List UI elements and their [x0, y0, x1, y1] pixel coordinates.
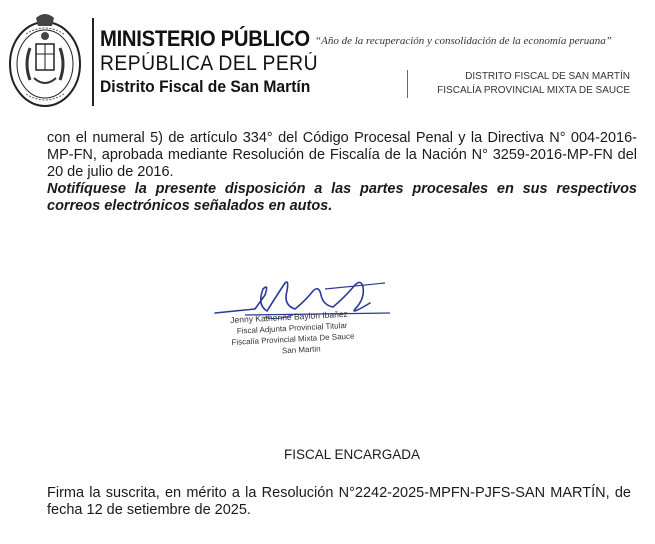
fiscal-title: FISCAL ENCARGADA	[284, 447, 421, 462]
document-body	[47, 130, 637, 215]
country-name: REPÚBLICA DEL PERÚ	[100, 52, 319, 75]
signature-note	[47, 485, 631, 519]
body-paragraph: con el numeral 5) de artículo 334° del Código Procesal Penal y la Directiva N° 004-2016-MP-FN, aprobada mediante Resolución de Fiscalía de la Nación N° 3259-2016-MP-FN del 20 de julio de 2016.	[47, 130, 637, 180]
office-box	[407, 70, 630, 98]
signature-note-text: Firma la suscrita, en mérito a la Resolución N°2242-2025-MPFN-PJFS-SAN MARTÍN, de fecha 12 de setiembre de 2025.	[47, 485, 631, 518]
signature-stamp	[230, 309, 355, 359]
ministry-heading	[100, 28, 337, 95]
district-name: Distrito Fiscal de San Martín	[100, 77, 311, 96]
signer-place: San Martin	[281, 344, 321, 356]
year-motto: “Año de la recuperación y consolidación de la economía peruana”	[315, 35, 612, 47]
signer-name: Jenny Katherine Baylon Ibañez	[230, 308, 349, 325]
office-line-prosecutor: FISCALÍA PROVINCIAL MIXTA DE SAUCE	[437, 85, 630, 96]
signer-role: Fiscal Adjunta Provincial Titular	[236, 320, 348, 336]
signature-block	[205, 275, 405, 370]
signer-office: Fiscalía Provincial Mixta De Sauce	[231, 331, 355, 347]
header-divider	[92, 18, 94, 106]
ministry-seal	[6, 8, 84, 114]
notification-paragraph: Notifíquese la presente disposición a las partes procesales en sus respectivos correos electrónicos señalados en autos.	[47, 181, 637, 214]
ministry-name: MINISTERIO PÚBLICO	[100, 26, 310, 51]
office-line-district: DISTRITO FISCAL DE SAN MARTÍN	[465, 71, 630, 82]
